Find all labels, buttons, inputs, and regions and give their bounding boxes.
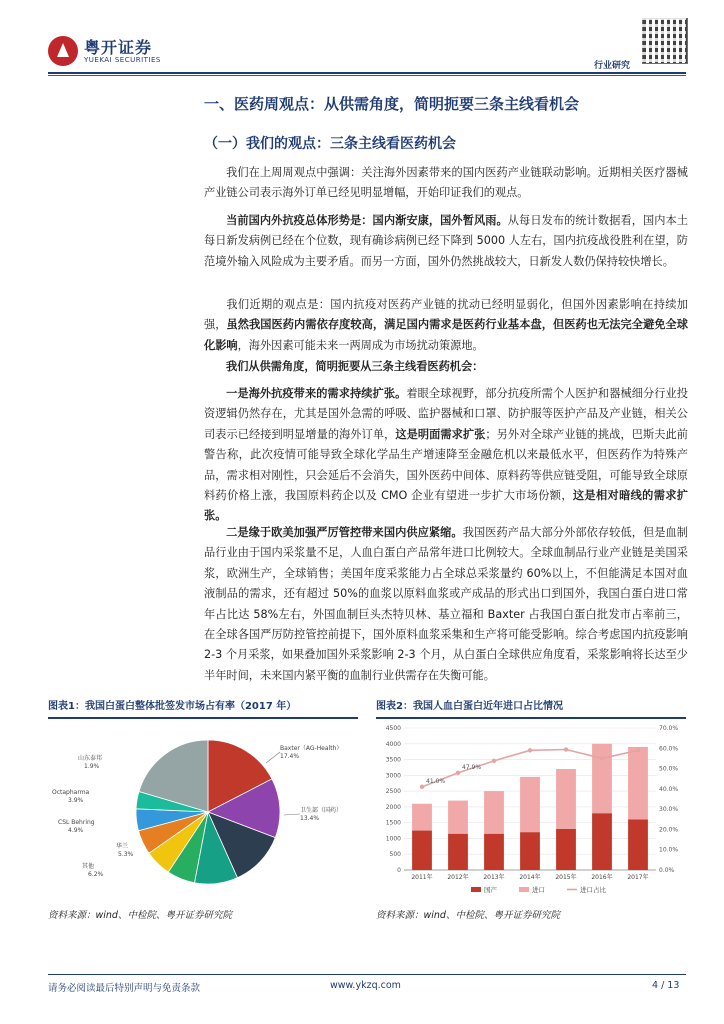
ratio-point [420, 785, 424, 789]
bar-import [412, 804, 432, 831]
x-tick-label: 2014年 [519, 874, 541, 881]
ratio-point [636, 748, 640, 752]
pie-label-l6-value: 5.3% [118, 851, 134, 858]
bar-import [448, 801, 468, 834]
footer-site[interactable]: www.ykzq.com [330, 980, 401, 991]
bar-domestic [556, 829, 576, 870]
figure2-source: 资料来源：wind、中检院、粤开证券研究院 [376, 910, 560, 921]
figure1-pie-chart [48, 720, 358, 900]
bar-import [520, 777, 540, 832]
pie-label-l7: 山东泰邦 [78, 755, 103, 762]
y-tick-label: 4500 [385, 725, 401, 732]
bar-domestic [628, 820, 648, 870]
y2-tick-label: 0.0% [659, 867, 675, 874]
leader-line [266, 752, 280, 763]
report-type: 行业研究 [594, 61, 631, 71]
pie-label-l1: Baxter（AG-Health） [280, 745, 343, 752]
x-tick-label: 2017年 [627, 874, 649, 881]
bar-domestic [484, 834, 504, 870]
pie-slices [136, 740, 280, 884]
section-heading: 一、医药周观点：从供需角度，简明扼要三条主线看机会 [204, 95, 580, 113]
y2-tick-label: 10.0% [659, 846, 679, 854]
paragraph-1: 我们在上周周观点中强调：关注海外因素带来的国内医药产业链联动影响。近期相关医疗器械产业链公司表示海外订单已经见明显增幅，开始印证我们的观点。 [204, 166, 688, 200]
figure2-title: 图表2：我国人血白蛋白近年进口占比情况 [376, 701, 563, 712]
y-tick-label: 3500 [385, 756, 401, 764]
header-divider-accent [48, 75, 686, 76]
y2-tick-label: 60.0% [659, 745, 679, 753]
figure1-title-rule [48, 717, 358, 719]
y-tick-label: 2000 [385, 803, 401, 811]
pie-label-l4: CSL Behring [58, 819, 95, 826]
bar-domestic [448, 834, 468, 870]
ratio-point [600, 756, 604, 760]
brand-name: 粤开证券 [84, 38, 153, 57]
footer-divider [48, 974, 686, 975]
x-tick-label: 2015年 [555, 874, 577, 881]
pie-label-l7-value: 1.9% [84, 763, 100, 770]
pie-label-l2: 卫生部（国药） [300, 807, 343, 814]
legend-swatch [519, 887, 529, 892]
x-tick-label: 2016年 [591, 874, 613, 881]
footer-disclaimer[interactable]: 请务必阅读最后特别声明与免责条款 [48, 983, 201, 994]
figure1-source: 资料来源：wind、中检院、粤开证券研究院 [48, 910, 232, 921]
y-tick-label: 4000 [385, 740, 401, 748]
brand-logo-icon [48, 36, 78, 66]
paragraph-3: 我们近期的观点是：国内抗疫对医药产业链的扰动已经明显弱化，但国外因素影响在持续加强，虽然我国医药内需依存度较高，满足国内需求是医药行业基本盘，但医药也无法完全避免全球化影响，海外因素可能未来一两周成为市场扰动策源地。 [204, 298, 688, 352]
pie-label-l3: Octapharma [52, 789, 90, 796]
y2-tick-label: 20.0% [659, 826, 679, 834]
bar-import [628, 747, 648, 820]
subsection-heading: （一）我们的观点：三条主线看医药机会 [204, 136, 456, 152]
y2-tick-label: 70.0% [659, 725, 679, 732]
ratio-point [492, 759, 496, 763]
figure2-bar-chart [376, 720, 686, 900]
footer-page: 4 / 13 [652, 980, 680, 991]
y-tick-label: 3000 [385, 772, 401, 780]
ratio-point [564, 747, 568, 751]
pie-label-l1-value: 17.4% [280, 753, 300, 760]
y-tick-label: 500 [389, 851, 401, 859]
bar-import [556, 769, 576, 829]
x-tick-label: 2011年 [411, 874, 433, 881]
pie-label-l4-value: 4.9% [68, 827, 84, 834]
bar-import [592, 744, 612, 813]
legend-label: 国产 [484, 886, 497, 894]
figure2-title-rule [376, 717, 686, 719]
x-tick-label: 2012年 [447, 874, 469, 881]
pie-label-l2-value: 13.4% [300, 815, 320, 822]
y-tick-label: 2500 [385, 788, 401, 796]
x-tick-label: 2013年 [483, 874, 505, 881]
y-tick-label: 1500 [385, 819, 401, 827]
pie-label-l5: 其他 [82, 863, 95, 870]
brand-name-en: YUEKAI SECURITIES [84, 56, 161, 64]
legend-label: 进口 [532, 886, 545, 894]
paragraph-5: 一是海外抗疫带来的需求持续扩张。着眼全球视野，部分抗疫所需个人医护和器械细分行业投资逻辑仍然存在，尤其是国外急需的呼吸、监护器械和口罩、防护服等医护产品及产业链，相关公司表示已经接到明显增量的海外订单，这是明面需求扩张；另外对全球产业链的挑战，巴斯夫此前警告称，此次疫情可能导致全球化学品生产增速降至金融危机以来最低水平，但医药作为特殊产品，需求相对刚性，只会延后不会消失，国外医药中间体、原料药等供应链受阻，可能导致全球原料药价格上涨，我国原料药企以及 CMO 企业有望进一步扩大市场份额，这是相对暗线的需求扩张。 [204, 387, 688, 523]
header-divider [48, 72, 686, 74]
legend-swatch [471, 887, 481, 892]
pie-label-l3-value: 3.9% [68, 797, 84, 804]
bar-domestic [592, 813, 612, 870]
y-tick-label: 1000 [385, 835, 401, 843]
figure1-title: 图表1：我国白蛋白整体批签发市场占有率（2017 年） [48, 701, 297, 712]
leader-line [284, 814, 300, 815]
bar-domestic [520, 832, 540, 870]
ratio-point [456, 771, 460, 775]
legend-label: 进口占比 [580, 886, 606, 894]
pie-label-l6: 华兰 [116, 843, 129, 850]
ratio-point-label: 41.0% [426, 777, 446, 785]
qr-code-overlay [642, 18, 686, 62]
ratio-point-label: 47.9% [462, 763, 482, 771]
pie-label-l5-value: 6.2% [88, 871, 104, 878]
paragraph-2: 当前国内外抗疫总体形势是：国内渐安康，国外暂风雨。从每日发布的统计数据看，国内本土每日新发病例已经在个位数，现有确诊病例已经下降到 5000 人左右，国内抗疫战役胜利在望，防范境外输入风险成为主要矛盾。而另一方面，国外仍然挑战较大，日新发人数仍保持较快增长。 [204, 214, 688, 268]
paragraph-4: 我们从供需角度，简明扼要从三条主线看医药机会： [226, 360, 484, 373]
paragraph-6: 二是缘于欧美加强严厉管控带来国内供应紧缩。我国医药产品大部分外部依存较低，但是血制品行业由于国内采浆量不足，人血白蛋白产品常年进口比例较大。全球血制品行业产业链是美国采浆，欧洲生产，全球销售；美国年度采浆能力占全球总采浆量约 60%以上，不但能满足本国对血液制品的需求，还有超过 50%的血浆以原料血浆或产成品的形式出口到国外，我国白蛋白进口常年占比达 58%左右，外国血制巨头杰特贝林、基立福和 Baxter 占我国白蛋白批发市占率前三，在全球各国严厉防控管控前提下，国外原料血浆采集和生产将可能受影响。综合考虑国内抗疫影响 2-3 个月采浆，如果叠加国外采浆影响 2-3 个月，从白蛋白全球供应角度看，采浆影响将长达至少半年时间，未来国内紧平衡的血制行业供需存在失衡可能。 [204, 526, 688, 682]
y2-tick-label: 30.0% [659, 806, 679, 814]
y2-tick-label: 40.0% [659, 785, 679, 793]
bar-domestic [412, 831, 432, 870]
y-tick-label: 0 [397, 867, 401, 874]
y2-tick-label: 50.0% [659, 765, 679, 773]
bar-import [484, 791, 504, 834]
ratio-point [528, 748, 532, 752]
